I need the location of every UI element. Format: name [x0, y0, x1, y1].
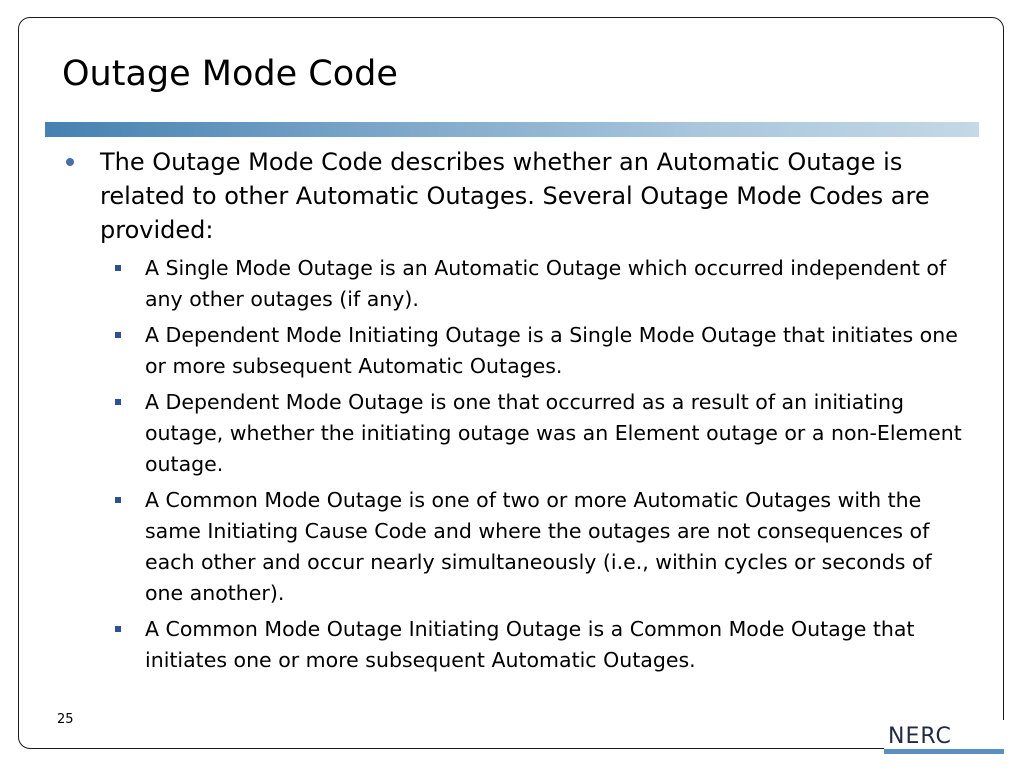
title-underline-bar: [45, 122, 979, 137]
sub-bullet-text: A Dependent Mode Outage is one that occurred as a result of an initiating outage, whether the initiating outage was an Element outage or a non-Element outage.: [145, 390, 962, 476]
page-number: 25: [57, 712, 74, 727]
sub-bullet-item: [62, 253, 967, 315]
sub-bullet-text: A Common Mode Outage is one of two or more Automatic Outages with the same Initiating Cause Code and where the outages are not consequences of each other and occur nearly simultaneously (i.e., within cycles or seconds of one another).: [145, 488, 932, 605]
nerc-logo: [884, 720, 1004, 764]
sub-bullet-list: [62, 253, 967, 676]
nerc-logo-bar: [884, 749, 1004, 754]
sub-bullet-item: [62, 320, 967, 382]
square-bullet-icon: [115, 332, 121, 338]
sub-bullet-text: A Dependent Mode Initiating Outage is a Single Mode Outage that initiates one or more subsequent Automatic Outages.: [145, 323, 958, 378]
sub-bullet-item: [62, 387, 967, 480]
square-bullet-icon: [115, 497, 121, 503]
nerc-logo-text: NERC: [888, 724, 952, 749]
square-bullet-icon: [115, 399, 121, 405]
sub-bullet-text: A Common Mode Outage Initiating Outage is a Common Mode Outage that initiates one or more subsequent Automatic Outages.: [145, 617, 915, 672]
sub-bullet-item: [62, 614, 967, 676]
sub-bullet-text: A Single Mode Outage is an Automatic Outage which occurred independent of any other outages (if any).: [145, 256, 947, 311]
slide-content: [62, 145, 967, 681]
slide-title: Outage Mode Code: [62, 54, 398, 94]
main-bullet-text: The Outage Mode Code describes whether an Automatic Outage is related to other Automatic Outages. Several Outage Mode Codes are provided:: [100, 148, 930, 244]
bullet-dot-icon: [66, 158, 74, 166]
square-bullet-icon: [115, 265, 121, 271]
square-bullet-icon: [115, 626, 121, 632]
main-bullet: [62, 145, 967, 247]
sub-bullet-item: [62, 485, 967, 609]
